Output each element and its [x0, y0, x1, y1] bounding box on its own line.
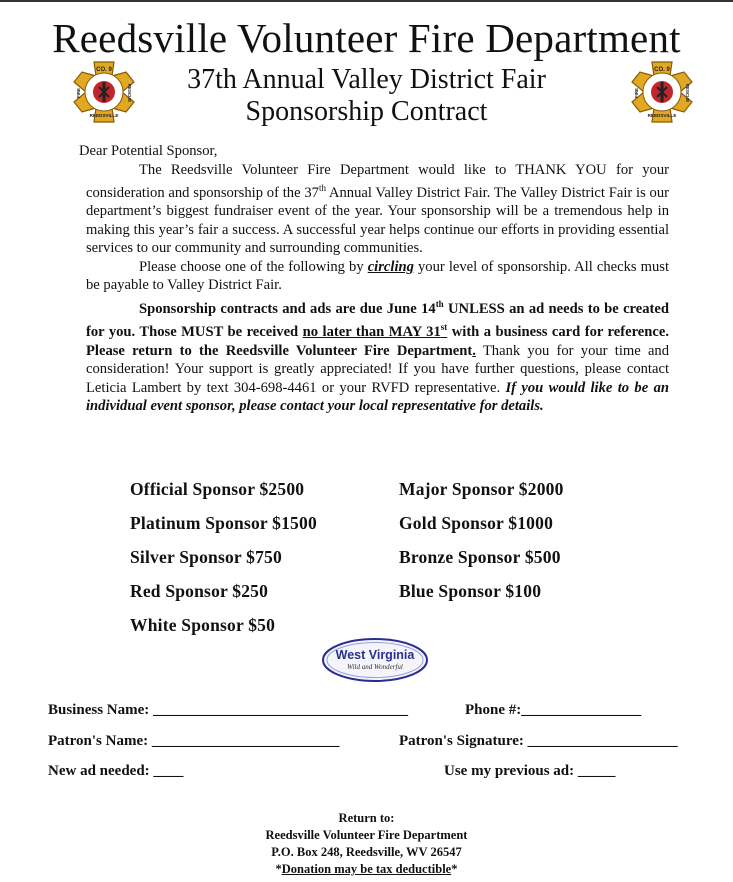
- deadline-text: Sponsorship contracts and ads are due June 14: [139, 300, 436, 317]
- ordinal-suffix: th: [435, 298, 444, 309]
- level-major[interactable]: Major Sponsor $2000: [399, 479, 564, 499]
- patron-name-field[interactable]: Patron's Name: _________________________: [48, 733, 340, 749]
- ordinal-suffix: th: [318, 183, 326, 193]
- individual-sponsor-note: If you would like to be an individual event sponsor, please contact your local representative for details.: [86, 379, 669, 415]
- letter-paragraphs: [79, 161, 669, 416]
- badge-text-rescue: RESCUE: [127, 83, 132, 103]
- level-row: [130, 580, 650, 614]
- top-rule: [0, 0, 733, 2]
- return-address-footer: [0, 810, 733, 878]
- level-silver[interactable]: Silver Sponsor $750: [130, 547, 282, 567]
- note-star: *: [275, 862, 282, 876]
- west-virginia-logo: [320, 637, 430, 683]
- paragraph-deadlines: [86, 295, 669, 416]
- return-address: P.O. Box 248, Reedsville, WV 26547: [271, 845, 462, 859]
- patron-signature-field[interactable]: Patron's Signature: ____________________: [399, 733, 678, 749]
- wv-logo-title: West Virginia: [335, 648, 415, 662]
- page-subtitle-contract: Sponsorship Contract: [245, 96, 488, 127]
- return-org: Reedsville Volunteer Fire Department: [265, 828, 468, 842]
- tax-deductible-text: Donation may be tax deductible: [281, 862, 452, 876]
- paragraph-thank-you: [86, 161, 669, 258]
- badge-text-co: CO. 9: [654, 67, 670, 73]
- letter-body: [79, 142, 669, 416]
- deadline-may-text: no later than MAY 31: [302, 324, 441, 341]
- return-period: .: [472, 342, 476, 359]
- badge-text-bottom: REEDSVILLE: [647, 113, 677, 118]
- badge-text-co: CO. 9: [96, 67, 112, 73]
- paragraph-1-text-cont: Annual Valley District Fair. The Valley District Fair is our department’s biggest fundraiser event of the year. Your sponsorship will be a tremendous help in making this year’s fair a success. A successful year helps continue our efforts in providing essential services to our community and surrounding communities.: [86, 184, 670, 257]
- new-ad-field[interactable]: New ad needed: ____: [48, 763, 184, 779]
- paragraph-choose-level: [86, 258, 669, 295]
- badge-text-fire: FIRE: [76, 87, 81, 99]
- thank-you-text: Thank you for your time and consideration! Your support is greatly appreciated! If you have further questions, please contact Leticia Lambert by text 304-698-4461 or your RVFD representative.: [86, 342, 670, 396]
- paragraph-2-text: Please choose one of the following by: [139, 258, 368, 275]
- level-blue[interactable]: Blue Sponsor $100: [399, 581, 542, 601]
- deadline-text-cont: UNLESS an ad needs to be created for you. Those MUST be received: [86, 300, 669, 341]
- level-white[interactable]: White Sponsor $50: [130, 615, 276, 635]
- level-row: [130, 478, 650, 512]
- level-red[interactable]: Red Sponsor $250: [130, 581, 269, 601]
- page-subtitle: 37th Annual Valley District Fair: [187, 64, 546, 95]
- phone-field[interactable]: Phone #:________________: [465, 702, 642, 718]
- previous-ad-field[interactable]: Use my previous ad: _____: [444, 763, 616, 779]
- fire-badge-logo-right: [630, 60, 694, 124]
- level-official[interactable]: Official Sponsor $2500: [130, 479, 305, 499]
- circling-emphasis: circling: [367, 258, 414, 275]
- level-row: [130, 512, 650, 546]
- sponsorship-levels: [130, 478, 650, 648]
- fire-badge-logo-left: [72, 60, 136, 124]
- badge-text-fire: FIRE: [634, 87, 639, 99]
- salutation: Dear Potential Sponsor,: [79, 143, 218, 159]
- note-star: *: [451, 862, 458, 876]
- business-name-field[interactable]: Business Name: __________________________________: [48, 702, 409, 718]
- level-bronze[interactable]: Bronze Sponsor $500: [399, 547, 561, 567]
- return-instruction: with a business card for reference. Please return to the Reedsville Volunteer Fire Department: [86, 324, 670, 359]
- badge-text-bottom: REEDSVILLE: [89, 113, 119, 118]
- badge-text-rescue: RESCUE: [685, 83, 690, 103]
- paragraph-1-text: The Reedsville Volunteer Fire Department would like to THANK YOU for your consideration and sponsorship of the 37: [86, 161, 669, 201]
- ordinal-suffix: st: [440, 322, 448, 333]
- level-gold[interactable]: Gold Sponsor $1000: [399, 513, 554, 533]
- page-title: Reedsville Volunteer Fire Department: [52, 15, 681, 61]
- wv-logo-tagline: Wild and Wonderful: [347, 663, 403, 671]
- paragraph-2-text-cont: your level of sponsorship. All checks must be payable to Valley District Fair.: [86, 258, 669, 294]
- tax-deductible-note: [0, 861, 733, 878]
- deadline-may: [303, 324, 448, 340]
- level-platinum[interactable]: Platinum Sponsor $1500: [130, 513, 317, 533]
- level-row: [130, 546, 650, 580]
- return-to-label: Return to:: [338, 811, 395, 825]
